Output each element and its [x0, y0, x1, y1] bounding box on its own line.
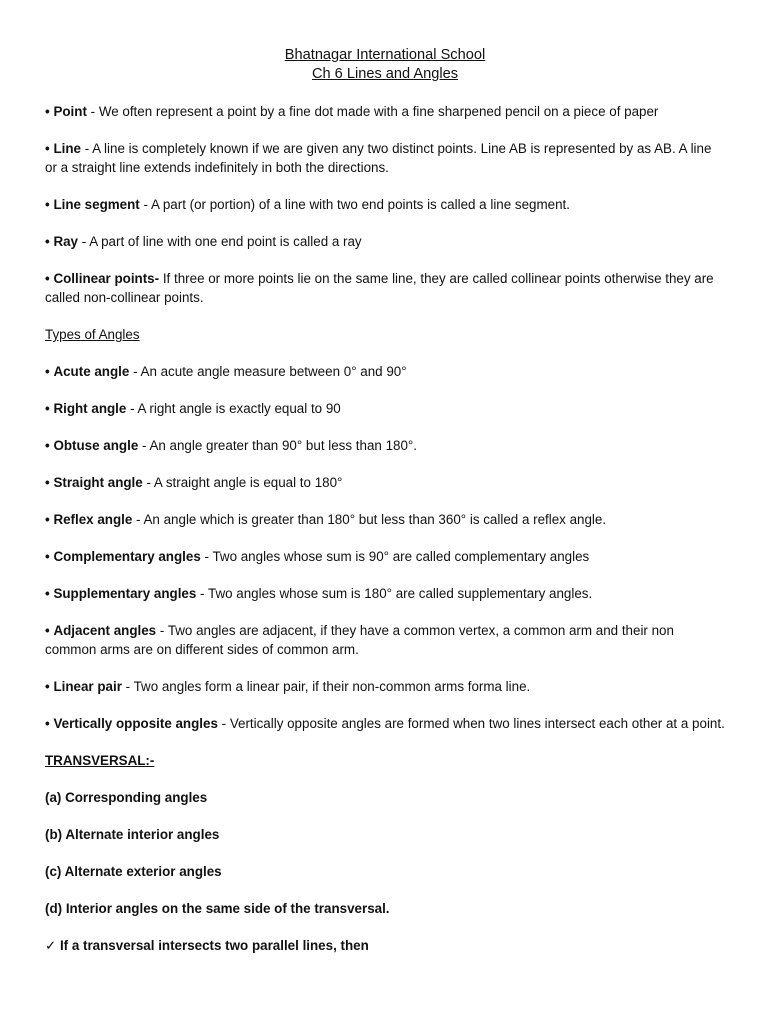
term-description: Two angles whose sum is 90° are called complementary angles: [212, 549, 590, 564]
term-description: A part of line with one end point is called a ray: [89, 234, 362, 249]
bullet: •: [45, 623, 50, 638]
bullet: •: [45, 438, 50, 453]
angle-type-item: [45, 436, 725, 455]
term-label: Collinear points-: [53, 271, 160, 286]
term-label: Linear pair: [53, 679, 122, 694]
term-description: Two angles are adjacent, if they have a common vertex, a common arm and their non common arms are on different sides of common arm.: [45, 623, 674, 657]
definition-item: [45, 269, 725, 307]
document-header: [45, 46, 725, 84]
term-label: Straight angle: [53, 475, 143, 490]
term-label: Line segment: [53, 197, 140, 212]
term-description: Vertically opposite angles are formed when two lines intersect each other at a point.: [229, 716, 725, 731]
definitions-list: [45, 102, 725, 307]
term-separator: -: [138, 438, 150, 453]
bullet: •: [45, 141, 50, 156]
definition-item: [45, 232, 725, 251]
definition-item: [45, 139, 725, 177]
angle-type-item: [45, 584, 725, 603]
angle-type-item: [45, 362, 725, 381]
bullet: •: [45, 475, 50, 490]
bullet: •: [45, 104, 50, 119]
term-label: Adjacent angles: [53, 623, 157, 638]
term-separator: -: [86, 104, 99, 119]
term-description: A straight angle is equal to 180°: [153, 475, 343, 490]
transversal-heading: TRANSVERSAL:-: [45, 753, 155, 768]
angle-type-item: [45, 621, 725, 659]
bullet: •: [45, 234, 50, 249]
term-label: Obtuse angle: [53, 438, 139, 453]
term-description: If three or more points lie on the same line, they are called collinear points otherwise they are called non-collinear points.: [45, 271, 714, 305]
transversal-angle-item: (d) Interior angles on the same side of the transversal.: [45, 901, 390, 916]
term-description: A line is completely known if we are given any two distinct points. Line AB is represented by as AB. A line or a straight line extends indefinitely in both the directions.: [45, 141, 712, 175]
school-title: Bhatnagar International School: [284, 47, 486, 63]
bullet: •: [45, 716, 50, 731]
term-separator: -: [121, 679, 134, 694]
bullet: •: [45, 271, 50, 286]
document-page: [45, 46, 725, 973]
definition-item: [45, 195, 725, 214]
parallel-lines-statement: ✓ If a transversal intersects two parallel lines, then: [45, 938, 369, 953]
term-description: An angle which is greater than 180° but less than 360° is called a reflex angle.: [143, 512, 607, 527]
term-separator: -: [126, 401, 138, 416]
bullet: •: [45, 364, 50, 379]
term-description: Two angles form a linear pair, if their non-common arms forma line.: [133, 679, 531, 694]
angle-type-item: [45, 714, 725, 733]
term-description: Two angles whose sum is 180° are called supplementary angles.: [208, 586, 593, 601]
term-separator: -: [156, 623, 168, 638]
types-of-angles-heading: Types of Angles: [45, 327, 140, 342]
term-description: A part (or portion) of a line with two end points is called a line segment.: [150, 197, 570, 212]
term-separator: -: [142, 475, 154, 490]
term-description: An angle greater than 90° but less than 180°.: [149, 438, 417, 453]
angle-type-item: [45, 547, 725, 566]
bullet: •: [45, 549, 50, 564]
term-label: Complementary angles: [53, 549, 201, 564]
bullet: •: [45, 401, 50, 416]
term-separator: -: [217, 716, 230, 731]
bullet: •: [45, 512, 50, 527]
angle-type-item: [45, 399, 725, 418]
term-label: Acute angle: [53, 364, 130, 379]
chapter-title: Ch 6 Lines and Angles: [311, 66, 459, 82]
term-separator: -: [200, 549, 213, 564]
term-label: Line: [53, 141, 81, 156]
transversal-angle-item: (b) Alternate interior angles: [45, 827, 220, 842]
bullet: •: [45, 679, 50, 694]
angle-type-item: [45, 473, 725, 492]
definition-item: [45, 102, 725, 121]
term-separator: -: [132, 512, 144, 527]
term-label: Supplementary angles: [53, 586, 197, 601]
term-label: Reflex angle: [53, 512, 133, 527]
term-separator: -: [78, 234, 90, 249]
term-separator: -: [139, 197, 151, 212]
term-separator: -: [196, 586, 208, 601]
transversal-list: [45, 788, 725, 918]
angle-types-list: [45, 362, 725, 733]
term-label: Point: [53, 104, 87, 119]
term-description: We often represent a point by a fine dot made with a fine sharpened pencil on a piece of paper: [98, 104, 659, 119]
term-description: A right angle is exactly equal to 90: [137, 401, 341, 416]
term-label: Right angle: [53, 401, 127, 416]
term-separator: -: [80, 141, 93, 156]
angle-type-item: [45, 677, 725, 696]
term-description: An acute angle measure between 0° and 90°: [140, 364, 407, 379]
angle-type-item: [45, 510, 725, 529]
term-label: Ray: [53, 234, 79, 249]
transversal-angle-item: (a) Corresponding angles: [45, 790, 208, 805]
bullet: •: [45, 586, 50, 601]
transversal-angle-item: (c) Alternate exterior angles: [45, 864, 222, 879]
term-label: Vertically opposite angles: [53, 716, 218, 731]
bullet: •: [45, 197, 50, 212]
term-separator: -: [129, 364, 141, 379]
